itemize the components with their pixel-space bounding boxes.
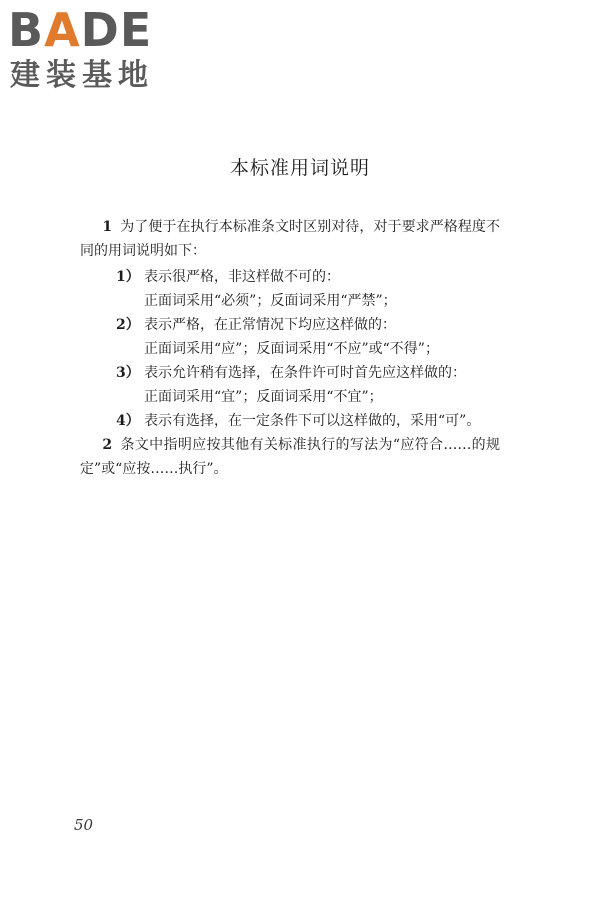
list-item-text: 表示允许稍有选择，在条件许可时首先应这样做的： [144, 365, 466, 381]
list-item-text: 表示很严格，非这样做不可的： [144, 269, 340, 285]
section-1 [80, 215, 500, 263]
list-item-number: 1） [116, 269, 140, 285]
list-item-detail: 正面词采用“应”；反面词采用“不应”或“不得”； [144, 341, 439, 357]
section-2 [80, 433, 500, 481]
section-number: 1 [102, 219, 113, 235]
list-item [80, 361, 500, 409]
logo-letter-lead: B [8, 3, 45, 57]
list-item-text: 表示有选择，在一定条件下可以这样做的，采用“可”。 [144, 413, 481, 429]
list-item-text: 表示严格，在正常情况下均应这样做的： [144, 317, 396, 333]
logo-subtitle: 建装基地 [10, 58, 154, 93]
section-text: 条文中指明应按其他有关标准执行的写法为“应符合……的规定”或“应按……执行”。 [80, 437, 500, 477]
list-item-number: 2） [116, 317, 140, 333]
list-item [80, 409, 500, 433]
section-text: 为了便于在执行本标准条文时区别对待，对于要求严格程度不同的用词说明如下： [80, 219, 500, 259]
list-item-detail: 正面词采用“必须”；反面词采用“严禁”； [144, 293, 397, 309]
list-item [80, 313, 500, 361]
page-number: 50 [74, 816, 94, 834]
logo-letter-tail: DE [80, 3, 153, 57]
logo-wordmark [8, 4, 152, 56]
page-title: 本标准用词说明 [229, 157, 370, 179]
logo-letter-accent: A [44, 3, 81, 57]
list-item-number: 3） [116, 365, 140, 381]
list-item-number: 4） [116, 413, 140, 429]
section-number: 2 [102, 437, 113, 453]
logo [8, 4, 178, 96]
list-item-detail: 正面词采用“宜”；反面词采用“不宜”； [144, 389, 383, 405]
document-body [80, 215, 500, 483]
list-item [80, 265, 500, 313]
